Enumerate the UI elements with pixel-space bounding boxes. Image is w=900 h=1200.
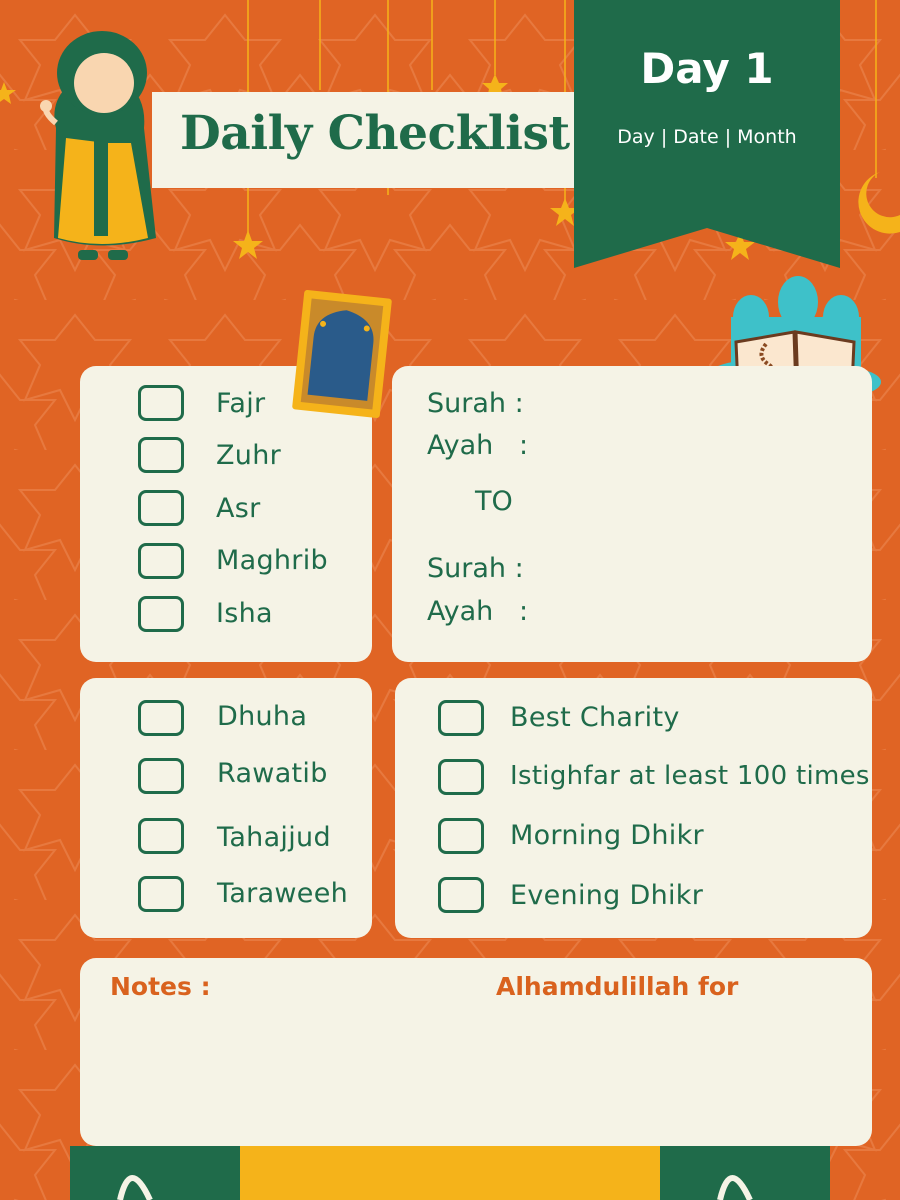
page-title: Daily Checklist [180, 106, 570, 161]
notes-area[interactable] [90, 1010, 450, 1136]
label-dhuha: Dhuha [217, 701, 308, 732]
label-rawatib: Rawatib [217, 758, 328, 789]
bottom-decoration [0, 1146, 900, 1200]
checkbox-evening-dhikr[interactable] [438, 877, 484, 913]
label-tahajjud: Tahajjud [217, 822, 331, 853]
notes-label: Notes : [110, 972, 211, 1001]
gratitude-area[interactable] [476, 1010, 862, 1136]
checkbox-rawatib[interactable] [138, 758, 184, 794]
checkbox-best-charity[interactable] [438, 700, 484, 736]
checkbox-istighfar[interactable] [438, 759, 484, 795]
label-maghrib: Maghrib [216, 545, 328, 576]
prayer-rug-icon [290, 286, 394, 422]
girl-illustration-icon [36, 28, 166, 268]
to-ayah-field[interactable]: Ayah : [427, 596, 529, 627]
label-istighfar: Istighfar at least 100 times [510, 761, 870, 791]
checkbox-maghrib[interactable] [138, 543, 184, 579]
label-fajr: Fajr [216, 388, 266, 419]
checkbox-tahajjud[interactable] [138, 818, 184, 854]
checkbox-taraweeh[interactable] [138, 876, 184, 912]
gratitude-label: Alhamdulillah for [496, 972, 739, 1001]
checkbox-zuhr[interactable] [138, 437, 184, 473]
checkbox-isha[interactable] [138, 596, 184, 632]
date-line: Day | Date | Month [617, 126, 797, 148]
label-evening-dhikr: Evening Dhikr [510, 880, 704, 911]
from-ayah-field[interactable]: Ayah : [427, 430, 529, 461]
label-zuhr: Zuhr [216, 440, 282, 471]
label-asr: Asr [216, 493, 261, 524]
label-morning-dhikr: Morning Dhikr [510, 820, 704, 851]
from-surah-field[interactable]: Surah : [427, 388, 524, 419]
checkbox-asr[interactable] [138, 490, 184, 526]
label-best-charity: Best Charity [510, 702, 680, 733]
label-taraweeh: Taraweeh [217, 878, 349, 909]
to-surah-field[interactable]: Surah : [427, 553, 524, 584]
checkbox-fajr[interactable] [138, 385, 184, 421]
checkbox-dhuha[interactable] [138, 700, 184, 736]
to-label: TO [475, 486, 513, 517]
checkbox-morning-dhikr[interactable] [438, 818, 484, 854]
day-label: Day 1 [640, 44, 774, 93]
label-isha: Isha [216, 598, 273, 629]
